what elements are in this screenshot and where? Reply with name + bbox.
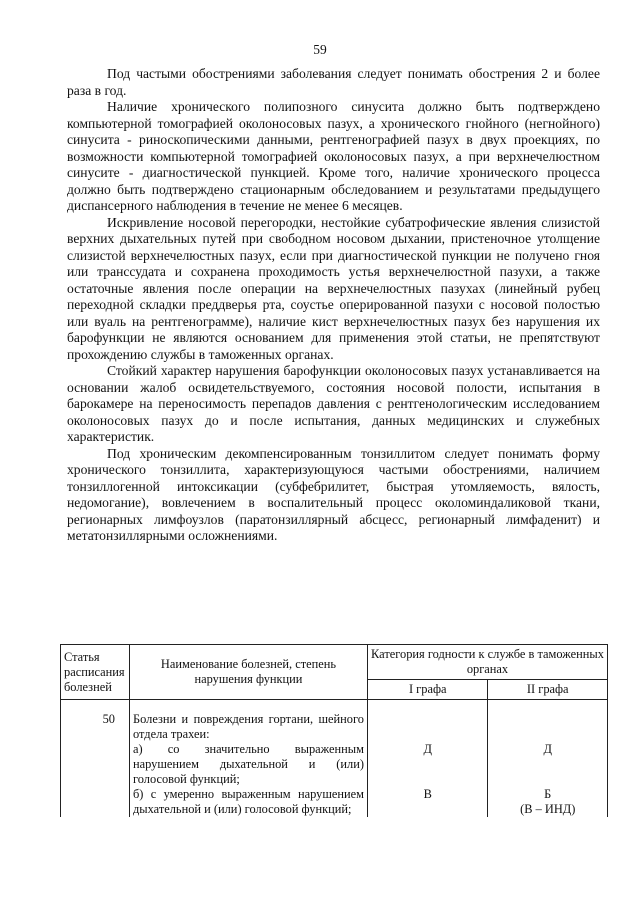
table-row <box>61 742 608 787</box>
grade-1-b: В <box>367 787 488 817</box>
grade-1-a: Д <box>367 742 488 787</box>
table-row <box>61 700 608 743</box>
paragraph: Искривление носовой перегородки, нестойкие субатрофические явления слизистой верхних дыхательных путей при свободном носовом дыхании, пристеночное утолщение слизистой верхнечелюстных пазух, если при диагностической пункции не получено гноя или транссудата и сохранена проходимость устья верхнечелюстной пазухи, а также остаточные явления после операции на верхнечелюстных пазухах (линейный рубец переходной складки преддверья рта, соустье оперированной пазухи с носовой полостью или вуаль на рентгенограмме), наличие кист верхнечелюстных пазух без нарушения их барофункции не являются основанием для применения этой статьи, не препятствуют прохождению службы в таможенных органах. <box>67 214 600 362</box>
paragraph: Стойкий характер нарушения барофункции околоносовых пазух устанавливается на основании жалоб освидетельствуемого, состояния носовой полости, испытания в барокамере на переносимость перепадов давления с рентгенологическим исследованием околоносовых пазух до и после испытания, данных медицинских и служебных характеристик. <box>67 363 600 444</box>
disease-title <box>130 700 368 743</box>
article-number: 50 <box>61 700 130 818</box>
header-article: Статья расписания болезней <box>61 645 130 700</box>
paragraph: Под хроническим декомпенсированным тонзиллитом следует понимать форму хронического тонзиллита, характеризующуюся частыми обострениями, наличием тонзиллогенной интоксикации (субфебрилитет, быстрая утомляемость, вялость, недомогание), вовлечением в воспалительный процесс околоминдаликовой ткани, регионарных лимфоузлов (паратонзиллярный абсцесс, регионарный лимфаденит) и метатонзиллярными осложнениями. <box>67 445 600 543</box>
page-number: 59 <box>313 42 327 57</box>
header-disease-name: Наименование болезней, степень нарушения функции <box>130 645 368 700</box>
header-grade-2: II графа <box>488 680 608 700</box>
paragraph: Под частыми обострениями заболевания следует понимать обострения 2 и более раза в год. <box>67 66 600 98</box>
grade-2-empty <box>488 700 608 743</box>
subitem-b <box>130 787 368 817</box>
grade-2-b <box>488 787 608 817</box>
grade-2-b-value: Б <box>544 787 552 801</box>
grade-2-a: Д <box>488 742 608 787</box>
subitem-a <box>130 742 368 787</box>
grade-2-b-note: (В – ИНД) <box>520 802 576 816</box>
subitem-b-text: б) с умеренно выраженным нарушением дыхательной и (или) голосовой функций; <box>133 787 364 816</box>
header-grade-1: I графа <box>367 680 488 700</box>
paragraph: Наличие хронического полипозного синусита должно быть подтверждено компьютерной томографией околоносовых пазух, а хронического гнойного (негнойного) синусита - риноскопическими данными, рентгенографией пазух в двух проекциях, по возможности компьютерной томографией околоносовых пазух, а при верхнечелюстном синусите - диагностической пункцией. Кроме того, наличие хронического процесса должно быть подтверждено стационарным обследованием и результатами предыдущего диспансерного наблюдения в течение не менее 6 месяцев. <box>67 99 600 213</box>
disease-schedule-table-wrap <box>60 644 608 817</box>
grade-1-empty <box>367 700 488 743</box>
subitem-a-text: а) со значительно выраженным нарушением дыхательной и (или) голосовой функций; <box>133 742 364 786</box>
disease-title-text: Болезни и повреждения гортани, шейного отдела трахеи: <box>133 712 364 741</box>
table-row <box>61 787 608 817</box>
header-category: Категория годности к службе в таможенных органах <box>367 645 607 680</box>
disease-schedule-table <box>60 644 608 817</box>
body-text <box>67 66 600 545</box>
